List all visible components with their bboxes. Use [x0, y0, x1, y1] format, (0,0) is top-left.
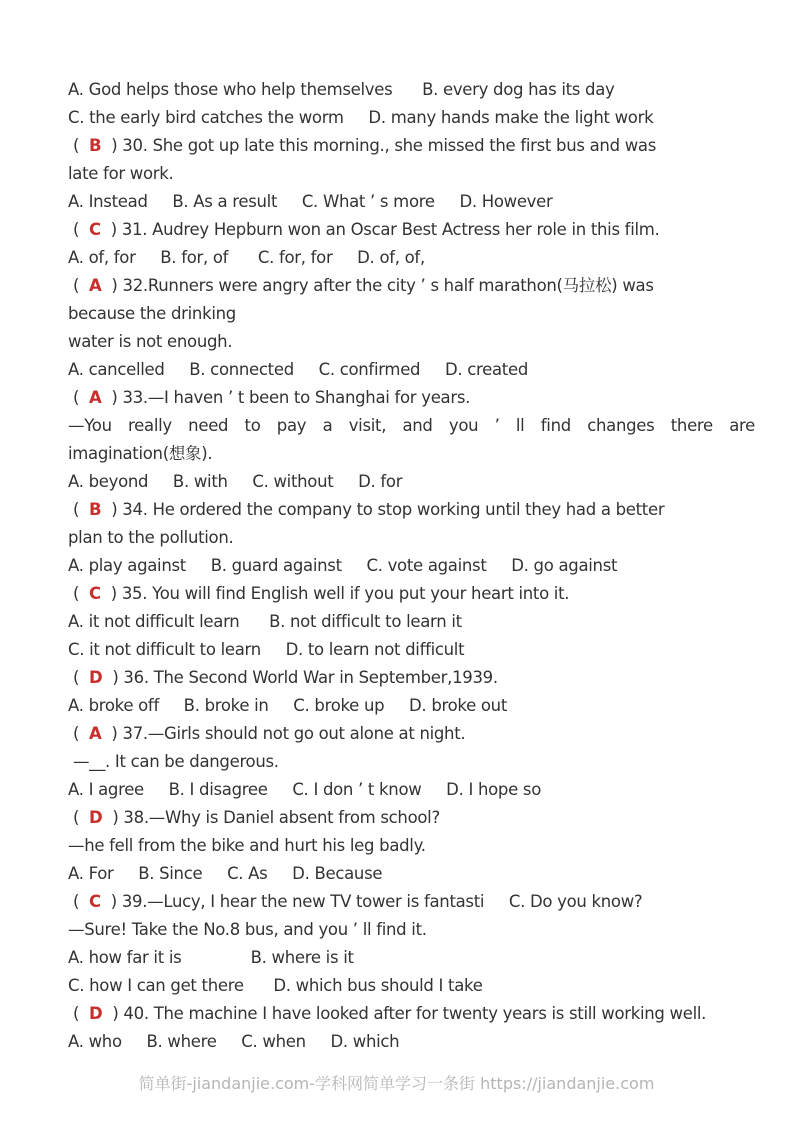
- line-text: A. beyond B. with C. without D. for: [68, 472, 403, 491]
- close-paren: ): [102, 808, 124, 827]
- text-line: [68, 244, 755, 272]
- open-paren: (: [73, 500, 90, 519]
- text-line: [68, 692, 755, 720]
- close-paren: ): [101, 276, 123, 295]
- line-text: A. Instead B. As a result C. What ’ s more D. However: [68, 192, 553, 211]
- text-line: [68, 160, 755, 188]
- line-text: because the drinking: [68, 304, 236, 323]
- question-answer-line: [68, 664, 755, 692]
- answer-letter: A: [89, 276, 102, 295]
- text-line: [68, 860, 755, 888]
- line-text: 35. You will find English well if you put your heart into it.: [121, 584, 570, 603]
- text-line: [68, 328, 755, 356]
- question-answer-line: [68, 804, 755, 832]
- open-paren: (: [73, 220, 90, 239]
- close-paren: ): [102, 1004, 124, 1023]
- line-text: 36. The Second World War in September,1939.: [123, 668, 498, 687]
- line-text: water is not enough.: [68, 332, 233, 351]
- line-text: imagination(想象).: [68, 444, 213, 463]
- line-text: —__. It can be dangerous.: [68, 752, 279, 771]
- answer-letter: C: [89, 892, 101, 911]
- answer-letter: A: [89, 724, 102, 743]
- question-answer-line: [68, 384, 755, 412]
- line-text: late for work.: [68, 164, 174, 183]
- open-paren: (: [73, 276, 90, 295]
- close-paren: ): [101, 136, 123, 155]
- line-text: A. of, for B. for, of C. for, for D. of, of,: [68, 248, 425, 267]
- question-answer-line: [68, 888, 755, 916]
- line-text: —You really need to pay a visit, and you ’ ll find changes there are: [68, 416, 755, 435]
- open-paren: (: [73, 136, 90, 155]
- close-paren: ): [100, 892, 122, 911]
- open-paren: (: [73, 668, 90, 687]
- text-line: [68, 552, 755, 580]
- line-text: A. play against B. guard against C. vote against D. go against: [68, 556, 618, 575]
- line-text: A. who B. where C. when D. which: [68, 1032, 400, 1051]
- text-line: [68, 440, 755, 468]
- text-line: [68, 608, 755, 636]
- answer-letter: B: [89, 136, 102, 155]
- open-paren: (: [73, 584, 90, 603]
- close-paren: ): [100, 220, 122, 239]
- text-line: [68, 832, 755, 860]
- text-line: [68, 748, 755, 776]
- question-answer-line: [68, 1000, 755, 1028]
- answer-letter: D: [89, 808, 103, 827]
- question-answer-line: [68, 132, 755, 160]
- footer-watermark: 简单街-jiandanjie.com-学科网简单学习一条街 https://jiandanjie.com: [138, 1074, 655, 1093]
- close-paren: ): [101, 724, 123, 743]
- text-line: [68, 944, 755, 972]
- answer-letter: D: [89, 668, 103, 687]
- open-paren: (: [73, 808, 90, 827]
- line-text: A. it not difficult learn B. not difficult to learn it: [68, 612, 462, 631]
- close-paren: ): [101, 388, 123, 407]
- text-line: [68, 524, 755, 552]
- text-line: [68, 188, 755, 216]
- question-answer-line: [68, 720, 755, 748]
- line-text: A. God helps those who help themselves B. every dog has its day: [68, 80, 615, 99]
- line-text: 39.—Lucy, I hear the new TV tower is fantasti C. Do you know?: [121, 892, 643, 911]
- question-answer-line: [68, 216, 755, 244]
- open-paren: (: [73, 724, 90, 743]
- open-paren: (: [73, 388, 90, 407]
- text-line: [68, 1028, 755, 1056]
- text-line: [68, 916, 755, 944]
- answer-letter: B: [89, 500, 102, 519]
- text-line: [68, 972, 755, 1000]
- line-text: 32.Runners were angry after the city ’ s half marathon(马拉松) was: [122, 276, 654, 295]
- question-answer-line: [68, 272, 755, 300]
- answer-letter: A: [89, 388, 102, 407]
- line-text: C. it not difficult to learn D. to learn not difficult: [68, 640, 465, 659]
- open-paren: (: [73, 892, 90, 911]
- line-text: 40. The machine I have looked after for twenty years is still working well.: [123, 1004, 707, 1023]
- text-line: [68, 300, 755, 328]
- question-answer-line: [68, 496, 755, 524]
- line-text: 30. She got up late this morning., she missed the first bus and was: [122, 136, 656, 155]
- text-line: [68, 76, 755, 104]
- line-text: 37.—Girls should not go out alone at night.: [122, 724, 466, 743]
- line-text: A. I agree B. I disagree C. I don ’ t know D. I hope so: [68, 780, 541, 799]
- text-line: [68, 776, 755, 804]
- line-text: —Sure! Take the No.8 bus, and you ’ ll find it.: [68, 920, 427, 939]
- line-text: 33.—I haven ’ t been to Shanghai for years.: [122, 388, 471, 407]
- line-text: plan to the pollution.: [68, 528, 234, 547]
- line-text: 38.—Why is Daniel absent from school?: [123, 808, 440, 827]
- open-paren: (: [73, 1004, 90, 1023]
- answer-letter: C: [89, 220, 101, 239]
- line-text: C. how I can get there D. which bus should I take: [68, 976, 483, 995]
- close-paren: ): [100, 584, 122, 603]
- text-line: [68, 636, 755, 664]
- question-answer-line: [68, 580, 755, 608]
- close-paren: ): [102, 668, 124, 687]
- answer-letter: C: [89, 584, 101, 603]
- line-text: C. the early bird catches the worm D. many hands make the light work: [68, 108, 654, 127]
- line-text: 31. Audrey Hepburn won an Oscar Best Actress her role in this film.: [121, 220, 660, 239]
- line-text: A. For B. Since C. As D. Because: [68, 864, 383, 883]
- text-line: [68, 468, 755, 496]
- close-paren: ): [101, 500, 123, 519]
- line-text: A. broke off B. broke in C. broke up D. broke out: [68, 696, 507, 715]
- answer-letter: D: [89, 1004, 103, 1023]
- line-text: A. cancelled B. connected C. confirmed D. created: [68, 360, 528, 379]
- text-line: [68, 356, 755, 384]
- line-text: 34. He ordered the company to stop working until they had a better: [122, 500, 665, 519]
- text-line: [68, 412, 755, 440]
- line-text: —he fell from the bike and hurt his leg badly.: [68, 836, 426, 855]
- text-line: [68, 104, 755, 132]
- line-text: A. how far it is B. where is it: [68, 948, 354, 967]
